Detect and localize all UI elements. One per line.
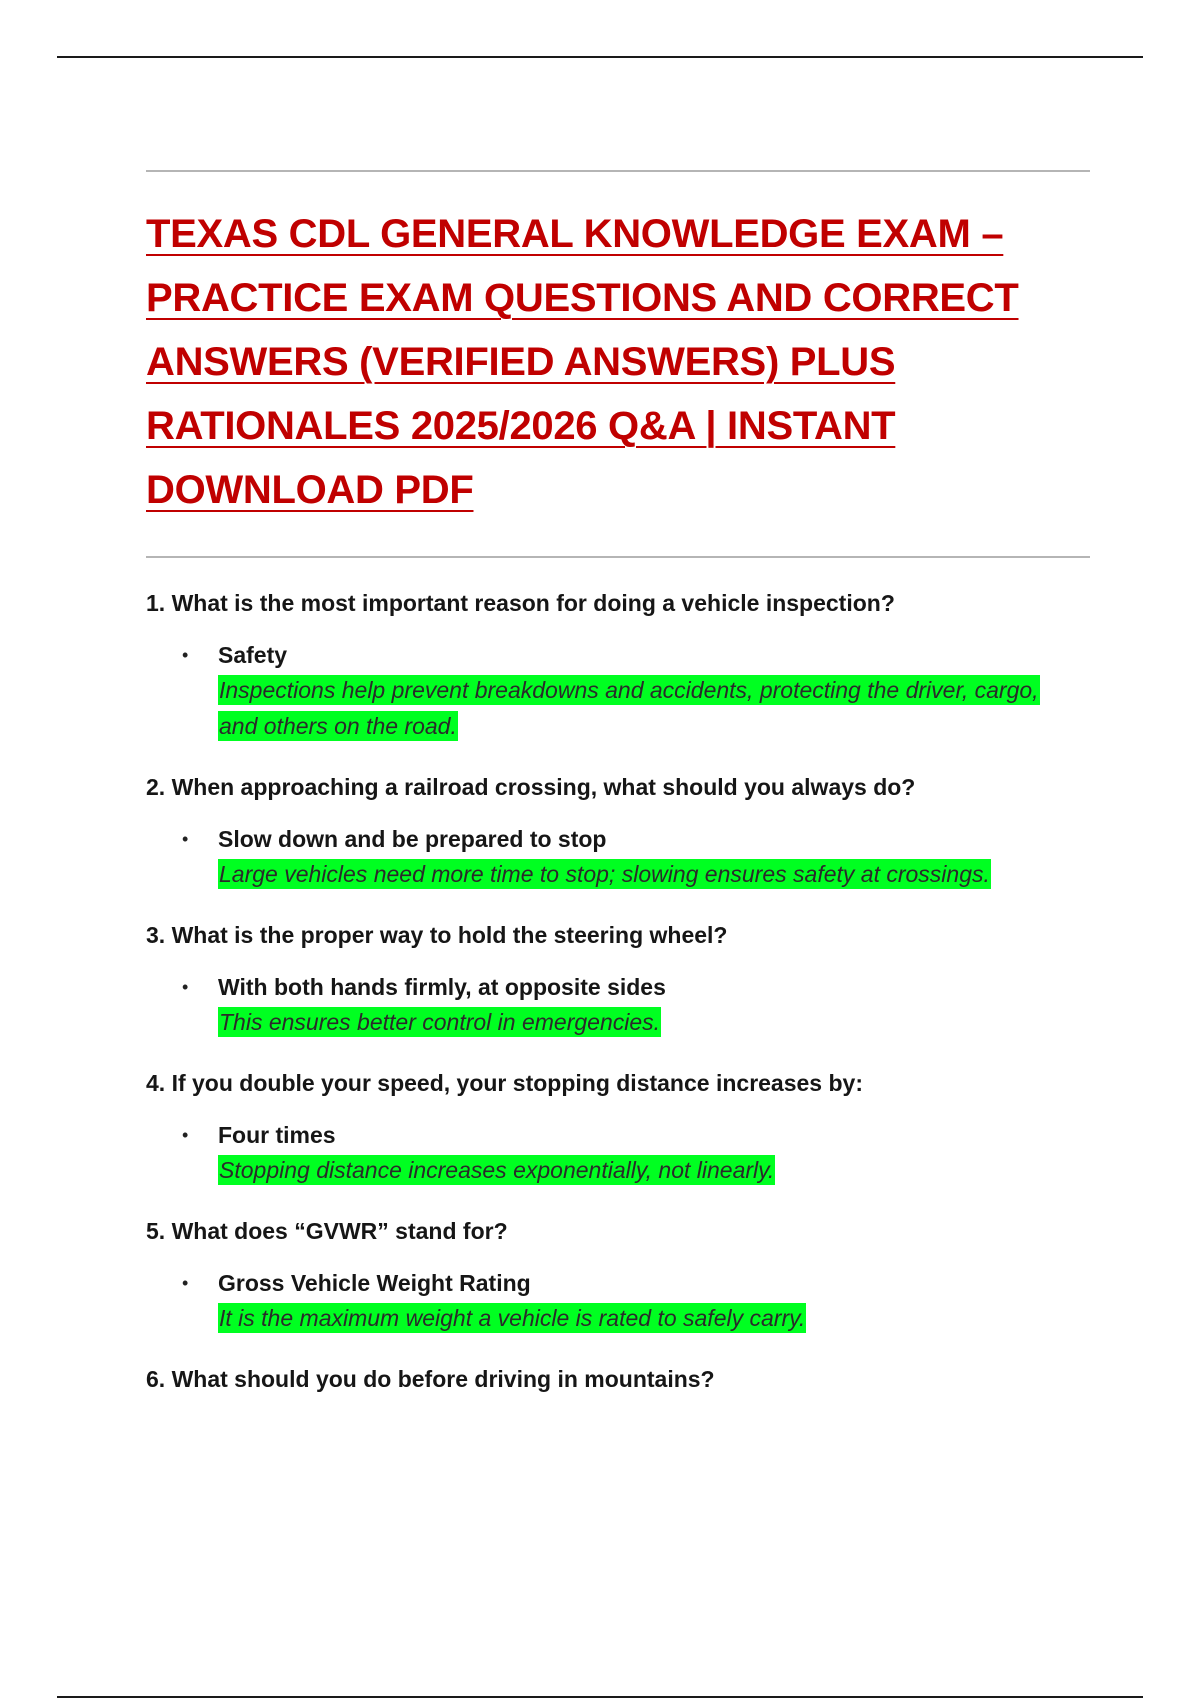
rationale-text: This ensures better control in emergencies. [219, 1009, 661, 1035]
question-text: 6. What should you do before driving in mountains? [146, 1366, 715, 1392]
bullet-icon: • [182, 829, 189, 849]
bullet-icon: • [182, 1125, 189, 1145]
question-item-3 [146, 918, 1090, 1040]
question-text: 2. When approaching a railroad crossing, what should you always do? [146, 774, 916, 800]
answer-text: Gross Vehicle Weight Rating [218, 1270, 531, 1296]
rationale-text: Large vehicles need more time to stop; slowing ensures safety at crossings. [219, 861, 990, 887]
answer-block [182, 1266, 1090, 1336]
answer-block [182, 970, 1090, 1040]
bullet-icon: • [182, 977, 189, 997]
rationale-text: Inspections help prevent breakdowns and accidents, protecting the driver, cargo, and others on the road. [219, 677, 1039, 739]
bullet-icon: • [182, 645, 189, 665]
rationale-text: It is the maximum weight a vehicle is rated to safely carry. [219, 1305, 806, 1331]
page-bottom-rule [57, 1696, 1143, 1698]
rationale [218, 1300, 1090, 1336]
question-item-5 [146, 1214, 1090, 1336]
answer-text: Slow down and be prepared to stop [218, 826, 607, 852]
answer-text: With both hands firmly, at opposite sides [218, 974, 666, 1000]
question-item-2 [146, 770, 1090, 892]
question-text: 4. If you double your speed, your stopping distance increases by: [146, 1070, 863, 1096]
answer-text: Four times [218, 1122, 336, 1148]
rationale [218, 672, 1090, 744]
answer-block [182, 822, 1090, 892]
title-bottom-divider [146, 556, 1090, 558]
question-text: 1. What is the most important reason for doing a vehicle inspection? [146, 590, 895, 616]
question-item-6 [146, 1362, 1090, 1396]
bullet-icon: • [182, 1273, 189, 1293]
answer-block [182, 638, 1090, 744]
rationale [218, 1004, 1090, 1040]
question-text: 5. What does “GVWR” stand for? [146, 1218, 508, 1244]
document-title: TEXAS CDL GENERAL KNOWLEDGE EXAM – PRACTICE EXAM QUESTIONS AND CORRECT ANSWERS (VERIFIED ANSWERS) PLUS RATIONALES 2025/2026 Q&A | INSTANT DOWNLOAD PDF [146, 212, 1019, 512]
document-content [146, 170, 1090, 1396]
rationale [218, 1152, 1090, 1188]
question-text: 3. What is the proper way to hold the steering wheel? [146, 922, 728, 948]
title-top-divider [146, 170, 1090, 172]
rationale [218, 856, 1090, 892]
answer-text: Safety [218, 642, 288, 668]
rationale-text: Stopping distance increases exponentially, not linearly. [219, 1157, 775, 1183]
page-top-rule [57, 56, 1143, 58]
question-item-1 [146, 586, 1090, 744]
answer-block [182, 1118, 1090, 1188]
question-list [146, 586, 1090, 1396]
question-item-4 [146, 1066, 1090, 1188]
